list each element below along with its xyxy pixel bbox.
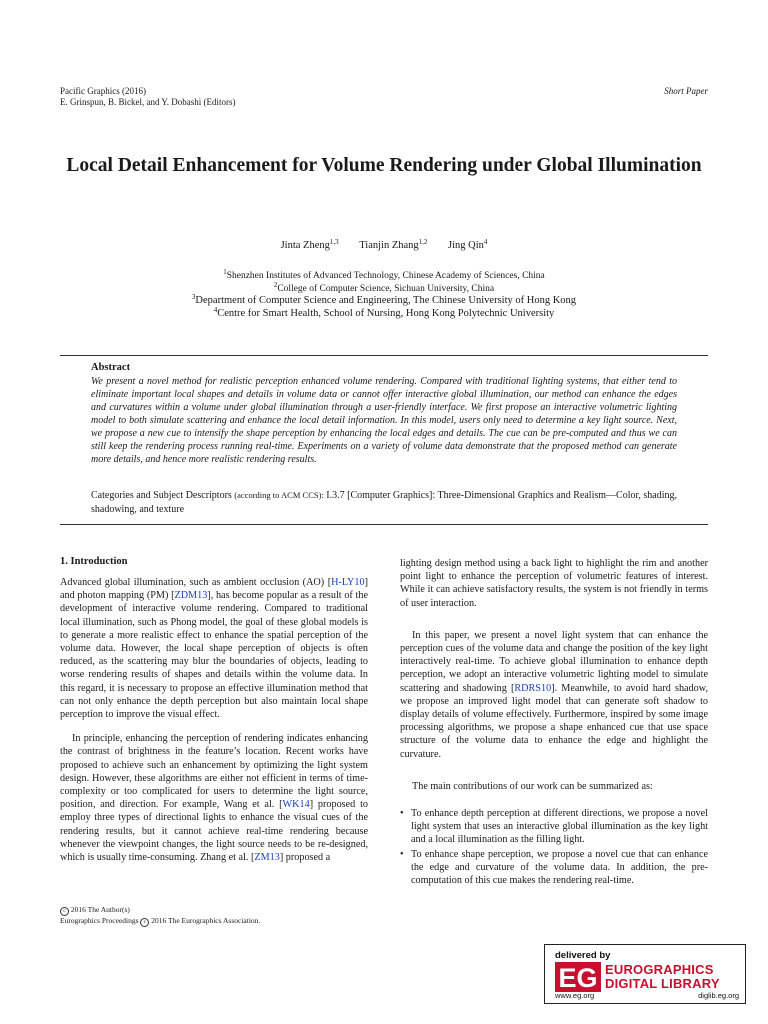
categories-acm: (according to ACM CCS): bbox=[234, 490, 324, 500]
categories-descriptors bbox=[91, 488, 677, 517]
citation-link-zdm13[interactable]: ZDM13 bbox=[174, 590, 208, 602]
eg-logo-letters: EG bbox=[558, 963, 598, 992]
list-item: • To enhance depth perception at different directions, we propose a novel light system that uses an interactive global illumination as the key light and a local illumination as the filling light. bbox=[400, 808, 708, 846]
categories-lead: Categories and Subject Descriptors bbox=[91, 490, 232, 501]
diglib-url-link[interactable]: diglib.eg.org bbox=[698, 991, 739, 1000]
intro-paragraph-1: Advanced global illumination, such as ambient occlusion (AO) [H-LY10] and photon mapping (PM) [ZDM13], has become popular as a result of the development of interactive volume rendering. Compared to traditional local illumination, such as Phong model, the goal of these global models is to generate a more realistic effect to enhance the spatial perception of the volume data. However, the local shape perception of objects is often reduced, as the scattering may blur the boundaries of objects, leading to worse rendering results of shapes and details within the volume data. In this regard, it is necessary to propose an effective illumination method that can not only enhance the depth perception but also maintain local shape perception to improve the visual effect. bbox=[60, 577, 368, 721]
copyright-icon: c bbox=[60, 907, 69, 916]
bullet-icon: • bbox=[400, 808, 404, 820]
contributions-list bbox=[400, 807, 708, 887]
left-column bbox=[60, 576, 368, 875]
copyright-line-2: Eurographics Proceedings c 2016 The Eurographics Association. bbox=[60, 916, 261, 925]
citation-link-wk14[interactable]: WK14 bbox=[282, 799, 310, 811]
author-3: Jing Qin$^4$ bbox=[448, 238, 488, 251]
intro-paragraph-2: In principle, enhancing the perception of rendering indicates enhancing the contrast of brightness in the feature’s location. Recent works have proposed to achieve such an enhancement by optimizing the light system design. However, these algorithms are either not efficient in terms of time-complexity or too complicated for users to determine the light source, position, and direction. For example, Wang et al. [WK14] proposed to employ three types of directional lights to enhance the visual cues of the rendering results, but it cannot achieve real-time rendering because whenever the viewpoint changes, the light source needs to be re-designed, which is usually time-consuming. Zhang et al. [ZM13] proposed a bbox=[60, 733, 368, 864]
intro-paragraph-4: In this paper, we present a novel light system that can enhance the perception cues of the volume data and change the position of the key light interactively real-time. To achieve global illumination to enhance depth perception, we adopt an interactive volumetric lighting model to simulate scattering and shadowing [RDRS10]. Meanwhile, to avoid hard shadow, we propose an improved light model that can generate soft shadow to display details of volume effectively. Furthermore, inspired by some image processing algorithms, we propose a shape enhanced cue that use space structure of the volume data to enhance the edge and highlight the curvature. bbox=[400, 629, 708, 760]
affiliations bbox=[60, 270, 708, 320]
author-1: Jinta Zheng$^{1,3}$ bbox=[280, 238, 339, 251]
list-item: • To enhance shape perception, we propose a novel cue that can enhance the edge and curvature of the volume data. In addition, the pre-computation of this cue makes the rendering real-time. bbox=[400, 848, 708, 887]
paper-type-label: Short Paper bbox=[664, 86, 708, 96]
citation-link-zm13[interactable]: ZM13 bbox=[254, 852, 280, 864]
author-list bbox=[60, 240, 708, 251]
venue-text: Pacific Graphics (2016) bbox=[60, 86, 146, 96]
copyright-line-1: c 2016 The Author(s) bbox=[60, 905, 260, 916]
citation-link-hly10[interactable]: H-LY10 bbox=[331, 577, 365, 588]
copyright-icon: c bbox=[140, 918, 149, 927]
affiliation-3: $^3$Department of Computer Science and Engineering, The Chinese University of Hong Kong bbox=[191, 293, 577, 306]
section-title-introduction: 1. Introduction bbox=[60, 556, 128, 567]
intro-paragraph-3: lighting design method using a back light to highlight the rim and another point light to enhance the perception of volumetric features of interest. While it can achieve satisfactory results, the system is not friendly in terms of user interaction. bbox=[400, 558, 708, 609]
running-header bbox=[60, 86, 235, 108]
affiliation-1: $^1$Shenzhen Institutes of Advanced Technology, Chinese Academy of Sciences, China bbox=[223, 268, 545, 281]
affiliation-4: $^4$Centre for Smart Health, School of Nursing, Hong Kong Polytechnic University bbox=[213, 305, 555, 319]
eg-url-link[interactable]: www.eg.org bbox=[555, 991, 595, 1000]
editors-text: E. Grinspun, B. Bickel, and Y. Dobashi (Editors) bbox=[60, 97, 236, 107]
abstract-text: We present a novel method for realistic perception enhanced volume rendering. Compared with traditional lighting systems, that either tend to eliminate important local shapes and details in volume data or cannot offer interactive global illumination, our method can enhance the edges and curvatures within a volume under global illumination through a user-friendly interface. We first propose an interactive volumetric lighting model to both simulate scattering and enhance the local detail information. In this model, users only need to determine a key light source. Next, we propose a new cue to intensify the shape perception by enhancing the local edges and details. The cue can be pre-computed and thus we can still keep the rendering process running real-time. Experiments on a variety of volume data demonstrate that the proposed method can generate more details, and hence more realistic rendering results. bbox=[91, 376, 677, 465]
paper-title: Local Detail Enhancement for Volume Rendering under Global Illumination bbox=[66, 155, 702, 176]
eg-logo-icon bbox=[555, 962, 601, 992]
affiliation-2: $^2$College of Computer Science, Sichuan University, China bbox=[273, 280, 495, 294]
right-column bbox=[400, 557, 708, 888]
copyright-footer bbox=[60, 905, 260, 927]
eurographics-wordmark: EUROGRAPHICS bbox=[605, 962, 714, 977]
abstract-heading: Abstract bbox=[91, 362, 131, 373]
delivered-by-label: delivered by bbox=[555, 950, 611, 961]
intro-paragraph-5: The main contributions of our work can be summarized as: bbox=[412, 780, 653, 792]
author-2: Tianjin Zhang$^{1,2}$ bbox=[359, 238, 428, 251]
abstract-top-rule bbox=[60, 355, 708, 356]
bullet-icon: • bbox=[400, 848, 404, 860]
eurographics-digital-library-badge[interactable] bbox=[544, 944, 746, 1004]
digital-library-wordmark: DIGITAL LIBRARY bbox=[605, 976, 720, 991]
citation-link-rdrs10[interactable]: RDRS10 bbox=[514, 682, 552, 694]
abstract-bottom-rule bbox=[60, 524, 708, 525]
categories-text: I.3.7 [Computer Graphics]: Three-Dimensional Graphics and Realism—Color, shading, shadowing, and texture bbox=[91, 490, 678, 515]
